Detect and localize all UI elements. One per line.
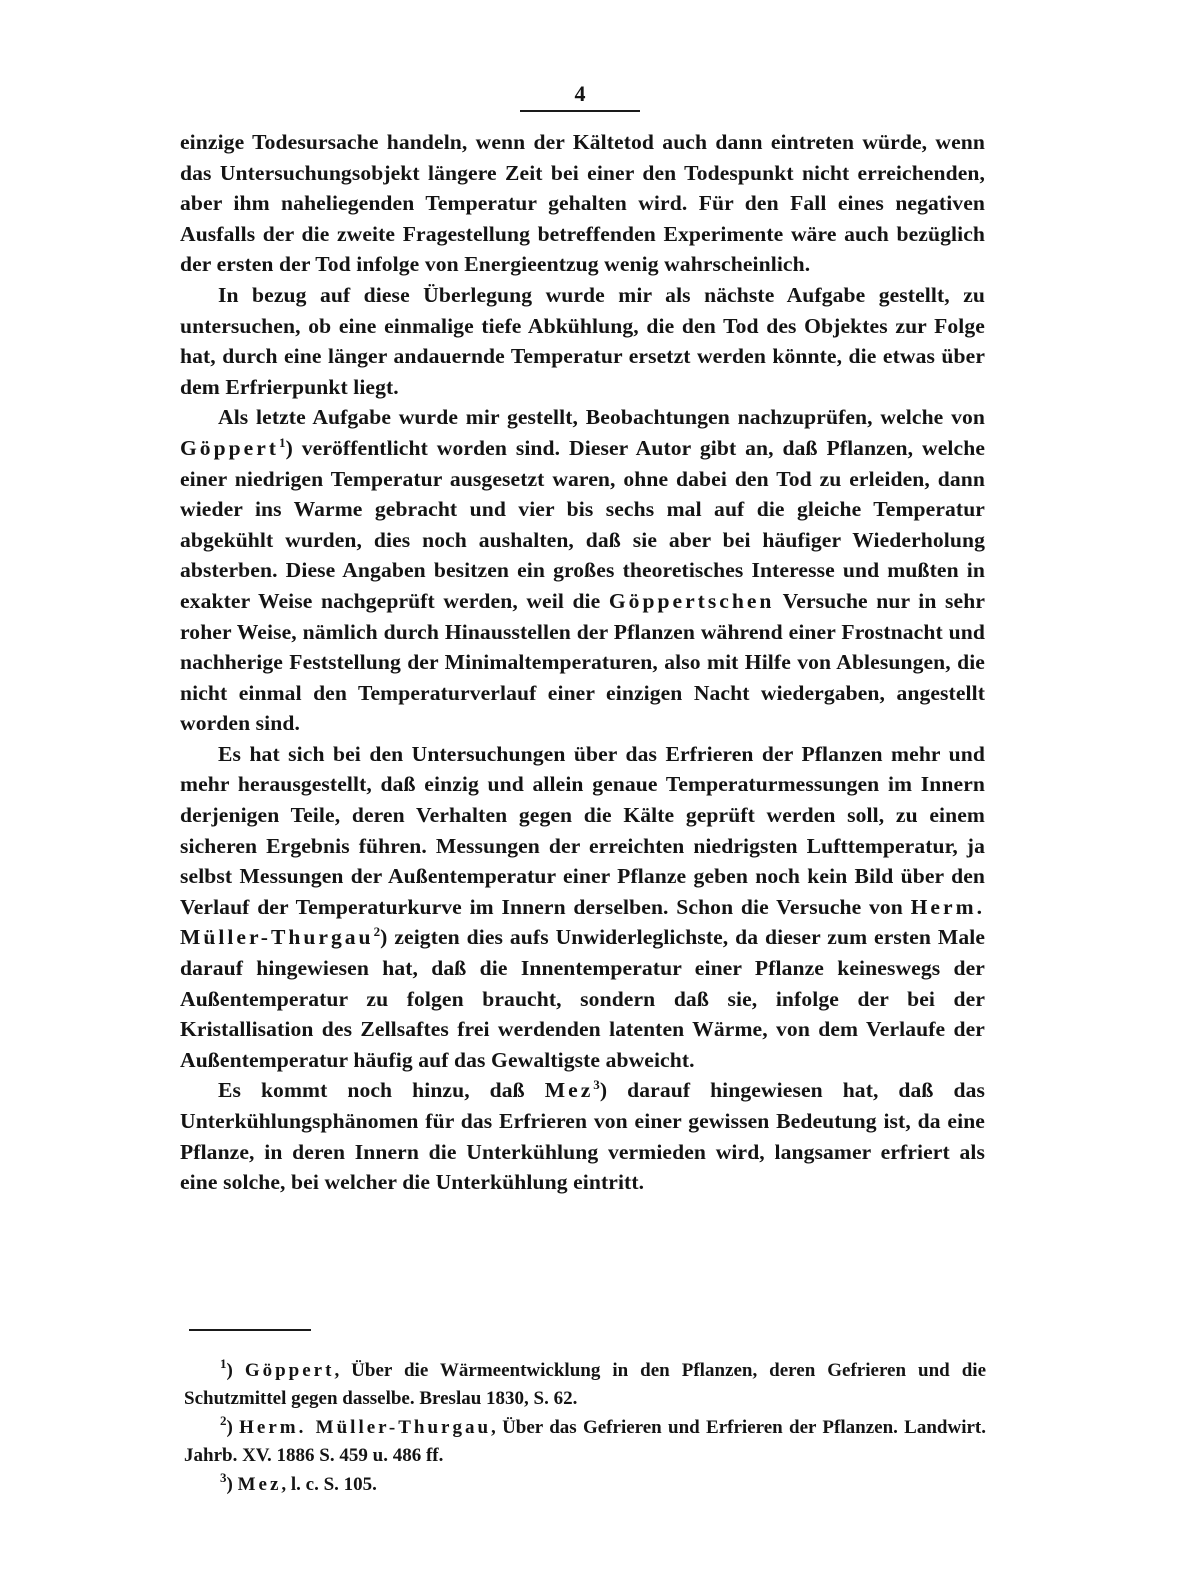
paragraph-5-text-a: Es kommt noch hinzu, daß <box>218 1078 545 1103</box>
footnotes <box>184 1357 986 1501</box>
paragraph-2: In bezug auf diese Überlegung wurde mir als nächste Aufgabe gestellt, zu untersuchen, ob eine einmalige tiefe Abkühlung, die den Tod des Objektes zur Folge hat, durch eine länger andauernde Temperatur ersetzt werden könnte, die etwas über dem Erfrierpunkt liegt. <box>180 282 985 399</box>
paragraph-1: einzige Todesursache handeln, wenn der Kältetod auch dann eintreten würde, wenn das Untersuchungsobjekt längere Zeit bei einer den Todespunkt nicht erreichenden, aber ihm naheliegenden Temperatur gehalten wird. Für den Fall eines negativen Ausfalls der die zweite Fragestellung betreffenden Experimente wäre auch bezüglich der ersten der Tod infolge von Energieentzug wenig wahrscheinlich. <box>180 130 985 277</box>
footnote-ref-1: 1 <box>278 434 286 450</box>
footnote-ref-2: 2 <box>373 924 381 940</box>
paragraph-3-text-b: ) veröffentlicht worden sind. Dieser Autor gibt an, daß Pflanzen, welche einer niedrigen Temperatur ausgesetzt waren, ohne dabei den Tod zu erleiden, dann wieder ins Warme gebracht und vier bis sechs mal auf die gleiche Temperatur abgekühlt wurden, dies noch aushalten, daß sie aber bei häufiger Wiederholung absterben. Diese Angaben besitzen ein großes theoretisches Interesse und mußten in exakter Weise nachgeprüft werden, weil die <box>180 435 985 613</box>
page-number: 4 <box>574 81 586 106</box>
footnote-author: Mez <box>237 1474 282 1495</box>
paragraph-3 <box>180 402 985 739</box>
footnote-3: $^3$) Mez, l. c. S. 105. <box>220 1470 377 1495</box>
footnote-marker: 1 <box>220 1356 227 1371</box>
footnote-text: , l. c. S. 105. <box>281 1474 377 1495</box>
author-name-goeppert: Göppert <box>180 435 279 460</box>
paragraph-4-text-a: Es hat sich bei den Untersuchungen über das Erfrieren der Pflanzen mehr und mehr herausgestellt, daß einzig und allein genaue Temperaturmessungen im Innern derjenigen Teile, deren Verhalten gegen die Kälte geprüft werden soll, zu einem sicheren Ergebnis führen. Messungen der erreichten niedrigsten Lufttemperatur, ja selbst Messungen der Außentemperatur einer Pflanze geben noch kein Bild über den Verlauf der Temperaturkurve im Innern derselben. Schon die Versuche von <box>180 741 985 919</box>
footnote-marker: 3 <box>220 1470 227 1485</box>
paragraph-4 <box>180 739 985 1076</box>
footnote-author: Herm. Müller-Thurgau <box>239 1417 492 1438</box>
footnote-1: $^1$) Göppert, Über die Wärmeentwicklung in den Pflanzen, deren Gefrieren und die Schutzmittel gegen dasselbe. Breslau 1830, S. 62. <box>184 1356 986 1409</box>
body-text <box>180 127 985 1198</box>
footnote-author: Göppert <box>244 1360 335 1381</box>
footnote-text: , Über die Wärmeentwicklung in den Pflanzen, deren Gefrieren und die Schutzmittel gegen dasselbe. Breslau 1830, S. 62. <box>184 1360 986 1409</box>
author-name-mez: Mez <box>544 1078 594 1103</box>
author-name-goeppertschen: Göppertschen <box>608 588 775 613</box>
paragraph-3-text-c: Versuche nur in sehr roher Weise, nämlich durch Hinausstellen der Pflanzen während einer Frostnacht und nachherige Feststellung der Minimaltemperaturen, also mit Hilfe von Ablesungen, die nicht einmal den Temperaturverlauf einer einzigen Nacht wiedergaben, angestellt worden sind. <box>180 588 986 736</box>
footnote-text: , Über das Gefrieren und Erfrieren der Pflanzen. Landwirt. Jahrb. XV. 1886 S. 459 u. 486 ff. <box>184 1417 987 1466</box>
author-name-mueller-thurgau: Herm. Müller-Thurgau <box>180 894 985 950</box>
paragraph-5 <box>180 1075 985 1197</box>
paragraph-5-text-b: ) darauf hingewiesen hat, daß das Unterkühlungsphänomen für das Erfrieren von einer gewissen Bedeutung ist, da eine Pflanze, in deren Innern die Unterkühlung vermieden wird, langsamer erfriert als eine solche, bei welcher die Unterkühlung eintritt. <box>180 1078 985 1195</box>
paragraph-4-text-b: ) zeigten dies aufs Unwiderleglichste, da dieser zum ersten Male darauf hingewiesen hat, daß die Innentemperatur einer Pflanze keineswegs der Außentemperatur zu folgen braucht, sondern daß sie, infolge der bei der Kristallisation des Zellsaftes frei werdenden latenten Wärme, von dem Verlaufe der Außentemperatur häufig auf das Gewaltigste abweicht. <box>180 925 985 1072</box>
header-rule <box>520 110 640 112</box>
paragraph-3-text-a: Als letzte Aufgabe wurde mir gestellt, Beobachtungen nachzuprüfen, welche von <box>218 405 985 430</box>
footnote-2: $^2$) Herm. Müller-Thurgau, Über das Gefrieren und Erfrieren der Pflanzen. Landwirt. Jahrb. XV. 1886 S. 459 u. 486 ff. <box>184 1413 987 1466</box>
footnote-rule <box>189 1329 311 1331</box>
footnote-marker: 2 <box>220 1413 227 1428</box>
page-header <box>520 80 640 112</box>
footnote-ref-3: 3 <box>593 1077 600 1093</box>
